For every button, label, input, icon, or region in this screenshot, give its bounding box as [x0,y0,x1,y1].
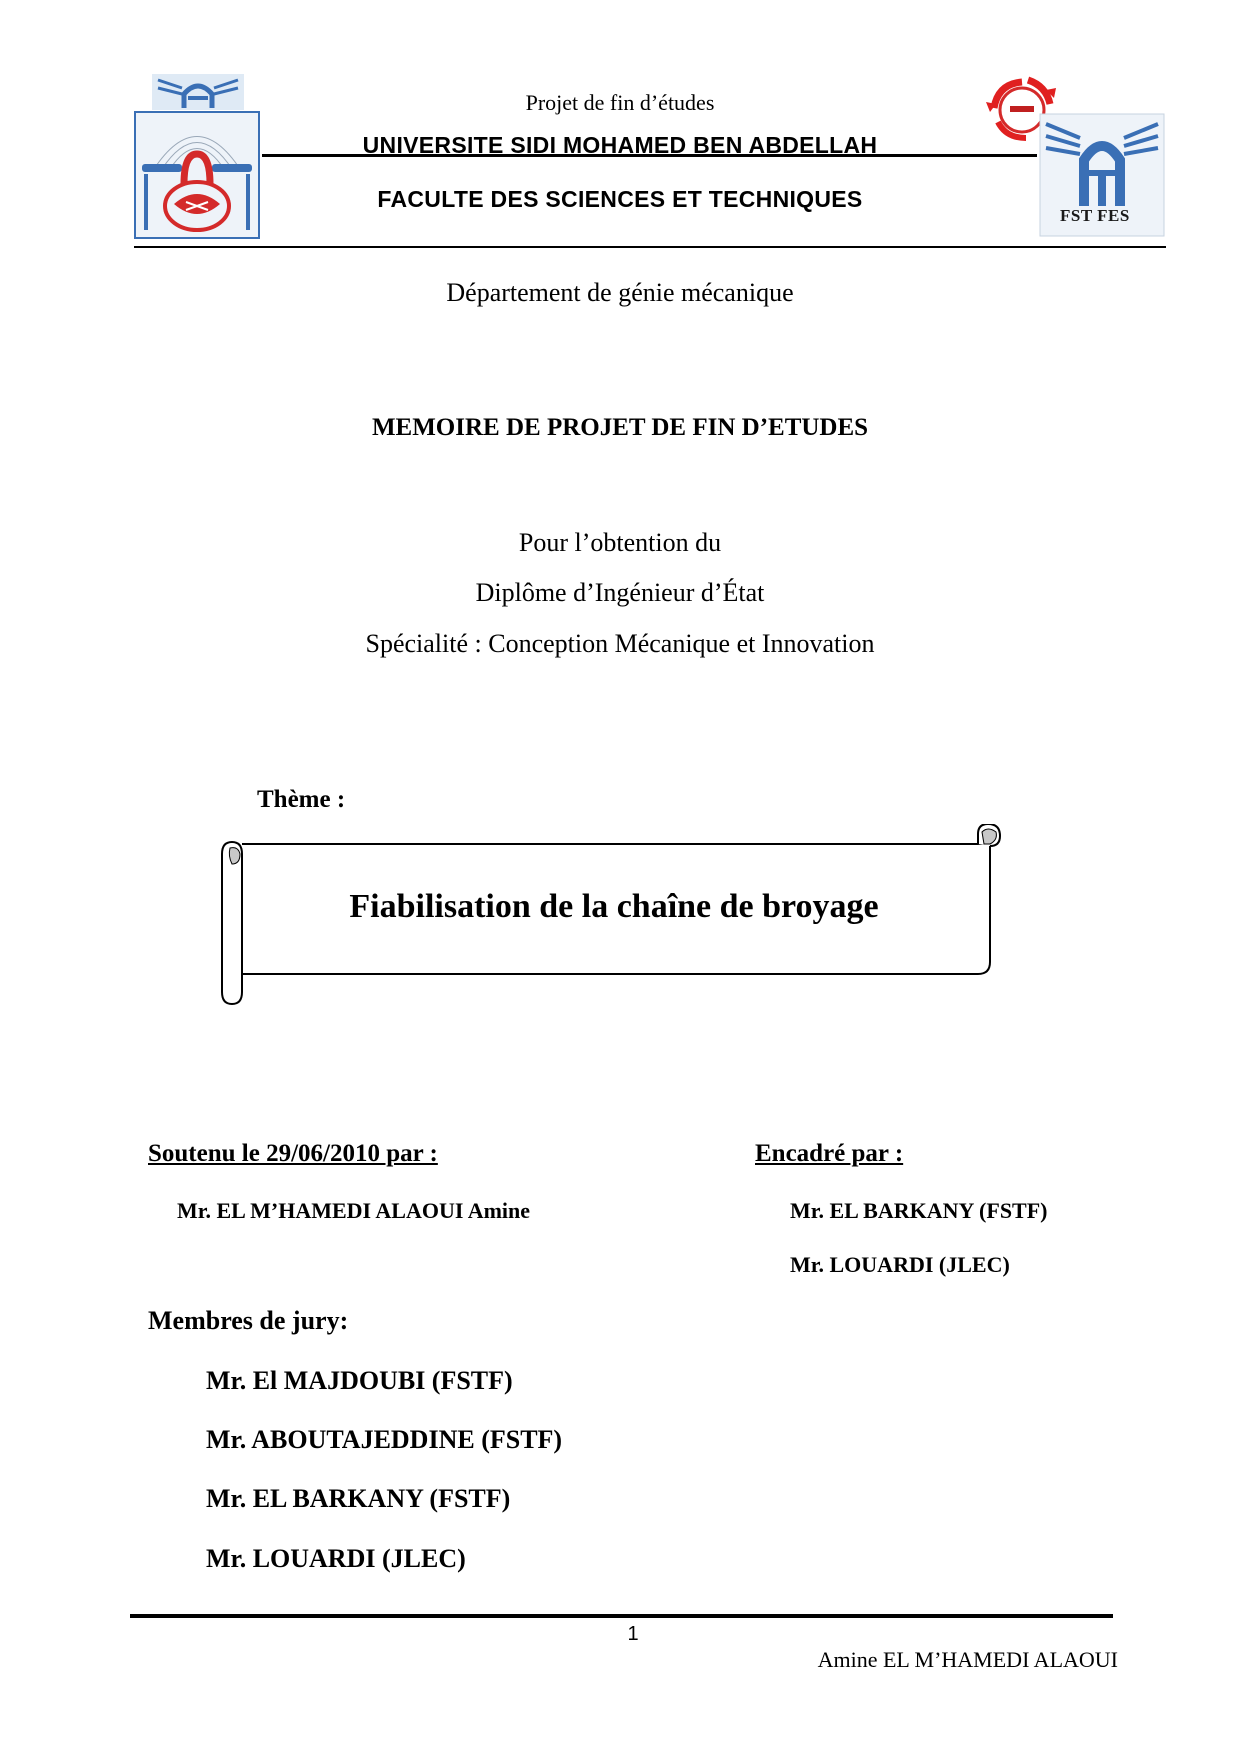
header-project-label: Projet de fin d’études [525,90,715,115]
project-title: Fiabilisation de la chaîne de broyage [349,888,879,925]
footer-author: Amine EL M’HAMEDI ALAOUI [817,1647,1118,1672]
jury-member: Mr. El MAJDOUBI (FSTF) [206,1366,513,1395]
supervisor-item: Mr. EL BARKANY (FSTF) [790,1198,1048,1223]
theme-label: Thème : [257,786,346,813]
supervisor-item: Mr. LOUARDI (JLEC) [790,1252,1010,1277]
header-rule-bottom [134,246,1166,248]
fst-fes-label: FST FES [1060,206,1130,225]
faculty-name: FACULTE DES SCIENCES ET TECHNIQUES [377,186,863,212]
document-type-heading: MEMOIRE DE PROJET DE FIN D’ETUDES [371,414,869,441]
jury-member: Mr. ABOUTAJEDDINE (FSTF) [206,1425,563,1454]
jury-member: Mr. EL BARKANY (FSTF) [206,1484,511,1513]
defense-label: Soutenu le 29/06/2010 par : [148,1140,438,1167]
speciality-line: Spécialité : Conception Mécanique et Innovation [365,629,875,658]
student-name: Mr. EL M’HAMEDI ALAOUI Amine [177,1198,531,1223]
department-name: Département de génie mécanique [446,278,794,307]
jury-member: Mr. LOUARDI (JLEC) [206,1544,466,1573]
degree-line-2: Diplôme d’Ingénieur d’État [475,578,765,607]
degree-line-1: Pour l’obtention du [518,528,722,557]
footer-rule [130,1614,1113,1618]
university-name: UNIVERSITE SIDI MOHAMED BEN ABDELLAH [362,132,878,158]
supervision-label: Encadré par : [755,1140,904,1167]
jury-label: Membres de jury: [148,1306,349,1335]
page-number: 1 [627,1623,639,1645]
